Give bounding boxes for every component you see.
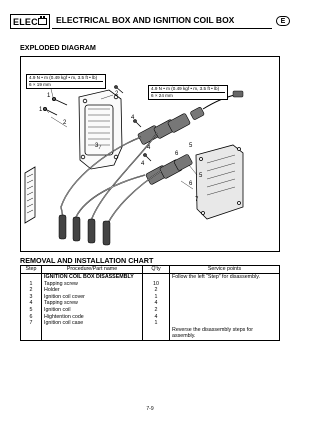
callout-5: 5 [199, 173, 203, 179]
column-header-service-points: Service points [170, 266, 280, 274]
callout-4: 4 [141, 161, 145, 167]
table-row [21, 314, 280, 321]
page-title: ELECTRICAL BOX AND IGNITION COIL BOX [56, 15, 235, 25]
callout-6: 6 [175, 151, 179, 157]
callout-5: 5 [189, 143, 193, 149]
table-row [21, 320, 280, 327]
step-cell: 3 [21, 294, 42, 301]
table-group-row [21, 274, 280, 281]
exploded-diagram-heading: EXPLODED DIAGRAM [20, 43, 96, 52]
callout-2: 2 [115, 91, 119, 97]
elec-label: ELEC [13, 16, 38, 27]
step-cell: 5 [21, 307, 42, 314]
step-cell: 6 [21, 314, 42, 321]
part-cell: Holder [42, 287, 143, 294]
table-row [21, 294, 280, 301]
column-header-qty: Q'ty [143, 266, 170, 274]
column-header-step: Step [21, 266, 42, 274]
torque-spec-6x19 [26, 74, 106, 89]
chart-heading: REMOVAL AND INSTALLATION CHART [20, 256, 154, 265]
part-cell: Tapping screw [42, 300, 143, 307]
service-point-cell [170, 281, 280, 288]
qty-cell: 1 [143, 320, 170, 327]
removal-installation-table [20, 265, 280, 341]
column-header-part: Procedure/Part name [42, 266, 143, 274]
qty-cell: 2 [143, 307, 170, 314]
part-cell: Ignition coil cover [42, 294, 143, 301]
callout-7: 7 [195, 197, 199, 203]
part-cell: Ignition coil [42, 307, 143, 314]
part-cell: Hightention code [42, 314, 143, 321]
elec-badge [10, 14, 50, 29]
torque-spec-6x24 [148, 85, 228, 100]
step-cell: 2 [21, 287, 42, 294]
torque-value: 4.9 N • m (0.49 kgf • m, 3.5 ft • lb) [29, 75, 98, 80]
qty-cell: 4 [143, 314, 170, 321]
table-footer-row [21, 327, 280, 341]
exploded-diagram [20, 56, 280, 252]
service-point-cell [170, 307, 280, 314]
callout-6: 6 [189, 181, 193, 187]
service-point-cell [170, 294, 280, 301]
service-point-cell [170, 300, 280, 307]
group-note: Follow the left “Step” for disassembly. [170, 274, 280, 281]
table-row [21, 307, 280, 314]
callout-2: 2 [63, 120, 67, 126]
footer-note: Reverse the disassembly steps for assembly. [170, 327, 280, 341]
header-rule [52, 28, 272, 29]
page-number: 7-9 [146, 406, 154, 412]
group-title: IGNITION COIL BOX DISASSEMBLY [42, 274, 143, 281]
table-row [21, 300, 280, 307]
part-cell: Tapping screw [42, 281, 143, 288]
battery-icon [38, 18, 47, 25]
language-badge: E [276, 16, 290, 26]
qty-cell: 1 [143, 294, 170, 301]
part-cell: Ignition coil case [42, 320, 143, 327]
callout-4: 4 [147, 145, 151, 151]
callout-1: 1 [47, 93, 51, 99]
service-point-cell [170, 287, 280, 294]
service-point-cell [170, 314, 280, 321]
torque-value: 4.9 N • m (0.49 kgf • m, 3.5 ft • lb) [151, 86, 220, 91]
callout-4: 4 [131, 115, 135, 121]
bolt-size: 6 × 24 mm [151, 92, 225, 99]
callout-1: 1 [39, 107, 43, 113]
step-cell: 7 [21, 320, 42, 327]
service-point-cell [170, 320, 280, 327]
step-cell: 4 [21, 300, 42, 307]
table-header-row [21, 266, 280, 274]
qty-cell: 10 [143, 281, 170, 288]
qty-cell: 4 [143, 300, 170, 307]
bolt-size: 6 × 19 mm [29, 81, 103, 88]
table-row [21, 281, 280, 288]
step-cell: 1 [21, 281, 42, 288]
qty-cell: 2 [143, 287, 170, 294]
table-row [21, 287, 280, 294]
callout-3: 3 [95, 143, 99, 149]
